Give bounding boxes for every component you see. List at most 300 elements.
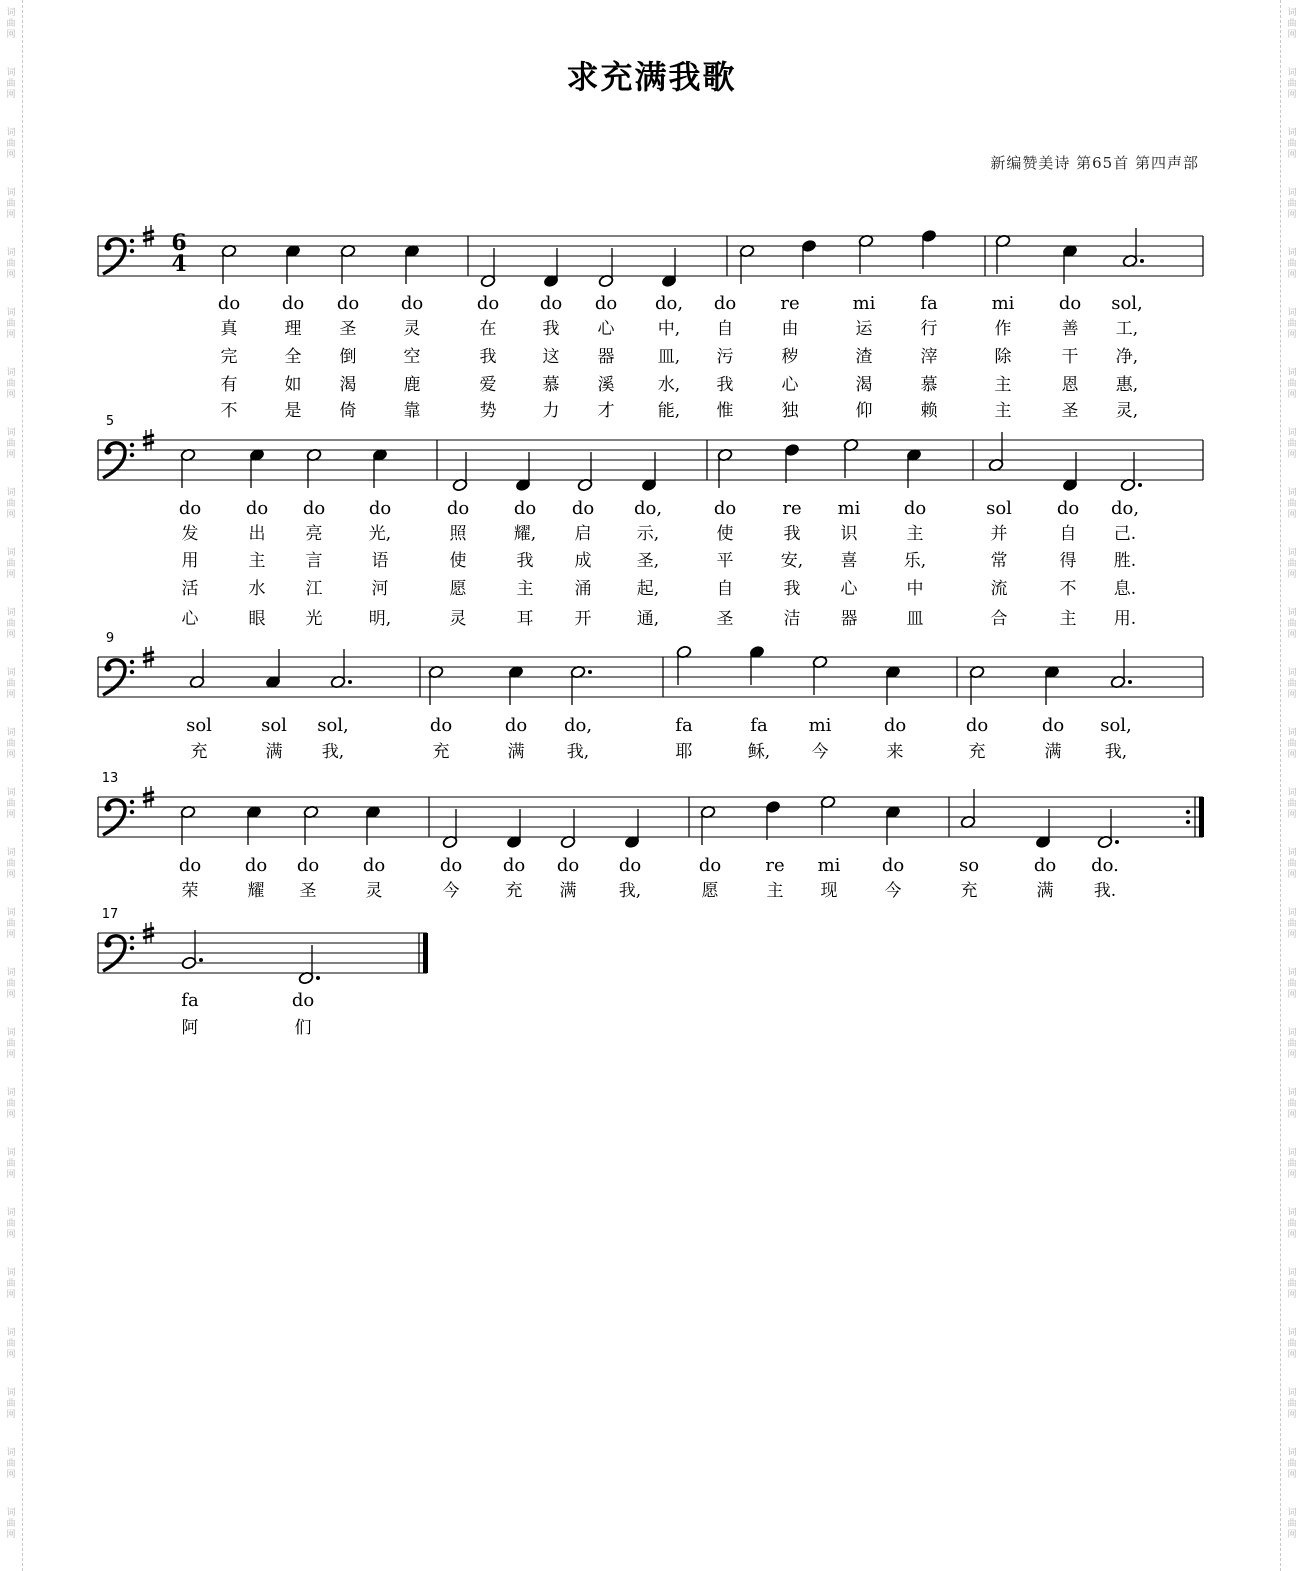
lyric-character: 得 <box>1059 551 1077 571</box>
solfege-syllable: sol, <box>1100 715 1132 736</box>
bass-clef-icon <box>130 946 134 950</box>
watermark-text: 词 曲 网 <box>1287 908 1297 940</box>
solfege-syllable: fa <box>675 715 693 736</box>
watermark-text: 词 曲 网 <box>1287 1268 1297 1300</box>
lyric-character: 倒 <box>339 347 357 367</box>
lyric-character: 在 <box>479 319 497 339</box>
lyric-character: 完 <box>220 347 238 367</box>
lyric-character: 我, <box>1104 742 1128 762</box>
hymnal-source: 新编赞美诗 第65首 第四声部 <box>990 154 1199 172</box>
lyric-character: 滓 <box>920 347 938 367</box>
lyric-character: 理 <box>284 319 302 339</box>
solfege-syllable: do <box>296 855 320 876</box>
lyric-character: 愿 <box>701 881 719 901</box>
watermark-text: 词 曲 网 <box>1287 608 1297 640</box>
lyric-character: 水 <box>248 579 266 599</box>
solfege-syllable: fa <box>750 715 768 736</box>
time-signature-top: 6 <box>171 230 187 256</box>
watermark-text: 词 曲 网 <box>6 8 16 40</box>
sharp-icon <box>143 442 154 445</box>
lyric-character: 惠, <box>1115 375 1139 395</box>
solfege-syllable: do <box>713 293 737 314</box>
lyric-character: 是 <box>284 401 302 421</box>
lyric-character: 秽 <box>781 347 799 367</box>
lyric-character: 照 <box>449 524 467 544</box>
sharp-icon <box>143 231 154 234</box>
lyric-character: 我 <box>783 524 801 544</box>
lyric-character: 主 <box>994 375 1012 395</box>
lyric-character: 涌 <box>574 579 592 599</box>
watermark-text: 词 曲 网 <box>1287 788 1297 820</box>
solfege-syllable: sol <box>186 715 212 736</box>
solfege-syllable: sol, <box>1111 293 1143 314</box>
solfege-syllable: do <box>1058 293 1082 314</box>
lyric-character: 污 <box>716 347 734 367</box>
watermark-text: 词 曲 网 <box>1287 668 1297 700</box>
lyric-character: 主 <box>248 551 266 571</box>
watermark-text: 词 曲 网 <box>6 728 16 760</box>
dot <box>348 680 352 684</box>
lyric-character: 恩 <box>1061 375 1079 395</box>
lyric-character: 充 <box>432 742 450 762</box>
bass-clef-icon <box>130 800 134 804</box>
watermark-text: 词 曲 网 <box>6 68 16 100</box>
bass-clef-icon <box>130 660 134 664</box>
lyric-character: 我, <box>618 881 642 901</box>
solfege-syllable: do <box>698 855 722 876</box>
lyric-character: 明, <box>368 609 392 629</box>
lyric-character: 用. <box>1113 609 1137 629</box>
lyric-character: 今 <box>811 742 829 762</box>
solfege-syllable: do <box>244 855 268 876</box>
lyric-character: 主 <box>516 579 534 599</box>
lyric-character: 圣 <box>1061 401 1079 421</box>
watermark-text: 词 曲 网 <box>1287 1448 1297 1480</box>
lyric-character: 自 <box>1059 524 1077 544</box>
lyric-character: 靠 <box>403 401 421 421</box>
lyric-character: 这 <box>542 347 560 367</box>
measure-number: 9 <box>105 631 115 646</box>
solfege-syllable: do <box>513 498 537 519</box>
lyric-character: 灵, <box>1115 401 1139 421</box>
watermark-text: 词 曲 网 <box>1287 1328 1297 1360</box>
solfege-syllable: sol <box>986 498 1012 519</box>
solfege-syllable: do <box>291 990 315 1011</box>
solfege-syllable: re <box>780 293 800 314</box>
lyric-character: 充 <box>505 881 523 901</box>
solfege-syllable: do <box>504 715 528 736</box>
watermark-text: 词 曲 网 <box>6 848 16 880</box>
lyric-character: 圣 <box>299 881 317 901</box>
lyric-character: 现 <box>820 881 838 901</box>
lyric-character: 识 <box>840 524 858 544</box>
lyric-character: 成 <box>574 551 592 571</box>
lyric-character: 鹿 <box>403 375 421 395</box>
dot <box>588 670 592 674</box>
solfege-syllable: do <box>618 855 642 876</box>
lyric-character: 中, <box>657 319 681 339</box>
lyric-character: 我. <box>1093 881 1117 901</box>
watermark-text: 词 曲 网 <box>6 968 16 1000</box>
lyric-character: 心 <box>597 319 615 339</box>
lyric-character: 心 <box>781 375 799 395</box>
lyric-character: 愿 <box>449 579 467 599</box>
dot <box>1140 259 1144 263</box>
solfege-syllable: mi <box>991 293 1015 314</box>
lyric-character: 平 <box>716 551 734 571</box>
dot <box>1138 483 1142 487</box>
lyric-character: 心 <box>181 609 199 629</box>
watermark-text: 词 曲 网 <box>6 188 16 220</box>
time-signature-bottom: 4 <box>171 251 187 277</box>
lyric-character: 才 <box>597 401 615 421</box>
watermark-text: 词 曲 网 <box>1287 68 1297 100</box>
solfege-syllable: mi <box>817 855 841 876</box>
lyric-character: 安, <box>780 551 804 571</box>
lyric-character: 我 <box>516 551 534 571</box>
watermark-text: 词 曲 网 <box>1287 1208 1297 1240</box>
solfege-syllable: do <box>1056 498 1080 519</box>
watermark-text: 词 曲 网 <box>6 788 16 820</box>
watermark-text: 词 曲 网 <box>1287 488 1297 520</box>
solfege-syllable: do, <box>563 715 593 736</box>
solfege-syllable: do <box>302 498 326 519</box>
lyric-character: 圣 <box>716 609 734 629</box>
lyric-character: 溪 <box>597 375 615 395</box>
bass-clef-icon <box>104 804 111 811</box>
lyric-character: 由 <box>781 319 799 339</box>
watermark-text: 词 曲 网 <box>1287 1088 1297 1120</box>
watermark-text: 词 曲 网 <box>6 1148 16 1180</box>
solfege-syllable: do <box>217 293 241 314</box>
lyric-character: 耳 <box>516 609 534 629</box>
lyric-character: 心 <box>840 579 858 599</box>
lyric-character: 河 <box>371 579 389 599</box>
lyric-character: 慕 <box>542 375 560 395</box>
solfege-syllable: do <box>539 293 563 314</box>
solfege-syllable: mi <box>808 715 832 736</box>
solfege-syllable: re <box>782 498 802 519</box>
solfege-syllable: do <box>594 293 618 314</box>
sharp-icon <box>143 792 154 795</box>
lyric-character: 言 <box>305 551 323 571</box>
solfege-syllable: do <box>476 293 500 314</box>
solfege-syllable: do <box>446 498 470 519</box>
lyric-character: 运 <box>855 319 873 339</box>
lyric-character: 圣 <box>339 319 357 339</box>
watermark-text: 词 曲 网 <box>1287 1028 1297 1060</box>
measure-number: 13 <box>101 771 119 786</box>
lyric-character: 不 <box>1059 579 1077 599</box>
bass-clef-icon <box>130 453 134 457</box>
watermark-text: 词 曲 网 <box>1287 128 1297 160</box>
solfege-syllable: fa <box>181 990 199 1011</box>
lyric-character: 耀 <box>247 881 265 901</box>
sharp-icon <box>143 652 154 655</box>
lyric-character: 亮 <box>305 524 323 544</box>
lyric-character: 主 <box>906 524 924 544</box>
lyric-character: 渴 <box>339 375 357 395</box>
lyric-character: 江 <box>305 579 323 599</box>
watermark-text: 词 曲 网 <box>6 488 16 520</box>
lyric-character: 全 <box>284 347 302 367</box>
lyric-character: 干 <box>1061 347 1079 367</box>
watermark-text: 词 曲 网 <box>1287 248 1297 280</box>
lyric-character: 渣 <box>855 347 873 367</box>
lyric-character: 我, <box>566 742 590 762</box>
bass-clef-icon <box>104 243 111 250</box>
lyric-character: 充 <box>960 881 978 901</box>
lyric-character: 独 <box>781 401 799 421</box>
solfege-syllable: do <box>400 293 424 314</box>
solfege-syllable: do <box>881 855 905 876</box>
lyric-character: 满 <box>265 742 283 762</box>
watermark-text: 词 曲 网 <box>6 1388 16 1420</box>
watermark-text: 词 曲 网 <box>1287 188 1297 220</box>
lyric-character: 净, <box>1115 347 1139 367</box>
lyric-character: 流 <box>990 579 1008 599</box>
lyric-character: 充 <box>190 742 208 762</box>
lyric-character: 常 <box>990 551 1008 571</box>
lyric-character: 器 <box>597 347 615 367</box>
lyric-character: 器 <box>840 609 858 629</box>
watermark-text: 词 曲 网 <box>1287 1148 1297 1180</box>
lyric-character: 用 <box>181 551 199 571</box>
watermark-text: 词 曲 网 <box>1287 1388 1297 1420</box>
solfege-syllable: do <box>178 498 202 519</box>
sharp-icon <box>143 659 154 662</box>
lyric-character: 力 <box>542 401 560 421</box>
lyric-character: 开 <box>574 609 592 629</box>
solfege-syllable: sol, <box>317 715 349 736</box>
watermark-text: 词 曲 网 <box>6 908 16 940</box>
lyric-character: 息. <box>1113 579 1137 599</box>
lyric-character: 自 <box>716 319 734 339</box>
lyric-character: 今 <box>442 881 460 901</box>
watermark-text: 词 曲 网 <box>1287 848 1297 880</box>
solfege-syllable: so <box>958 855 980 876</box>
solfege-syllable: do <box>1033 855 1057 876</box>
measure-number: 17 <box>101 907 119 922</box>
lyric-character: 我 <box>479 347 497 367</box>
solfege-syllable: do <box>556 855 580 876</box>
lyric-character: 作 <box>994 319 1012 339</box>
solfege-syllable: do <box>439 855 463 876</box>
lyric-character: 皿, <box>657 347 681 367</box>
sharp-icon <box>143 928 154 931</box>
bass-clef-icon <box>130 239 134 243</box>
lyric-character: 除 <box>994 347 1012 367</box>
solfege-syllable: do <box>965 715 989 736</box>
lyric-character: 通, <box>636 609 660 629</box>
watermark-text: 词 曲 网 <box>6 548 16 580</box>
lyric-character: 耶 <box>675 742 693 762</box>
lyric-character: 胜. <box>1113 551 1137 571</box>
lyric-character: 善 <box>1061 319 1079 339</box>
lyric-character: 真 <box>220 319 238 339</box>
lyric-character: 有 <box>220 375 238 395</box>
bass-clef-icon <box>104 940 111 947</box>
solfege-syllable: do <box>368 498 392 519</box>
solfege-syllable: do <box>362 855 386 876</box>
watermark-text: 词 曲 网 <box>1287 728 1297 760</box>
lyric-character: 如 <box>284 375 302 395</box>
lyric-character: 来 <box>886 742 904 762</box>
watermark-text: 词 曲 网 <box>6 248 16 280</box>
watermark-text: 词 曲 网 <box>6 668 16 700</box>
bass-clef-icon <box>130 249 134 253</box>
lyric-character: 并 <box>990 524 1008 544</box>
sharp-icon <box>143 435 154 438</box>
watermark-text: 词 曲 网 <box>6 608 16 640</box>
lyric-character: 自 <box>716 579 734 599</box>
final-barline <box>423 933 428 973</box>
lyric-character: 灵 <box>449 609 467 629</box>
lyric-character: 们 <box>294 1018 312 1038</box>
watermark-text: 词 曲 网 <box>6 1088 16 1120</box>
lyric-character: 今 <box>884 881 902 901</box>
measure-number: 5 <box>105 414 115 429</box>
lyric-character: 光, <box>368 524 392 544</box>
lyric-character: 势 <box>479 401 497 421</box>
bass-clef-icon <box>104 447 111 454</box>
lyric-character: 空 <box>403 347 421 367</box>
lyric-character: 满 <box>1036 881 1054 901</box>
solfege-syllable: do <box>281 293 305 314</box>
watermark-text: 词 曲 网 <box>1287 428 1297 460</box>
watermark-text: 词 曲 网 <box>6 1268 16 1300</box>
sharp-icon <box>143 238 154 241</box>
lyric-character: 圣, <box>636 551 660 571</box>
lyric-character: 荣 <box>181 881 199 901</box>
lyric-character: 能, <box>657 401 681 421</box>
lyric-character: 皿 <box>906 609 924 629</box>
lyric-character: 己. <box>1113 524 1137 544</box>
solfege-syllable: do <box>883 715 907 736</box>
lyric-character: 活 <box>181 579 199 599</box>
watermark-text: 词 曲 网 <box>6 428 16 460</box>
dot <box>1115 840 1119 844</box>
lyric-character: 合 <box>990 609 1008 629</box>
solfege-syllable: do <box>713 498 737 519</box>
watermark-text: 词 曲 网 <box>1287 308 1297 340</box>
lyric-character: 洁 <box>783 609 801 629</box>
lyric-character: 主 <box>1059 609 1077 629</box>
solfege-syllable: do <box>502 855 526 876</box>
lyric-character: 充 <box>968 742 986 762</box>
lyric-character: 出 <box>248 524 266 544</box>
lyric-character: 喜 <box>840 551 858 571</box>
lyric-character: 主 <box>766 881 784 901</box>
solfege-syllable: re <box>765 855 785 876</box>
lyric-character: 耀, <box>513 524 537 544</box>
bass-clef-icon <box>130 810 134 814</box>
watermark-text: 词 曲 网 <box>6 308 16 340</box>
lyric-character: 稣, <box>747 742 771 762</box>
lyric-character: 使 <box>716 524 734 544</box>
lyric-character: 灵 <box>365 881 383 901</box>
lyric-character: 乐, <box>903 551 927 571</box>
solfege-syllable: do, <box>633 498 663 519</box>
lyric-character: 我 <box>716 375 734 395</box>
lyric-character: 赖 <box>920 401 938 421</box>
bass-clef-icon <box>104 664 111 671</box>
repeat-dot <box>1186 810 1190 814</box>
lyric-character: 工, <box>1115 319 1139 339</box>
lyric-character: 眼 <box>248 609 266 629</box>
solfege-syllable: sol <box>261 715 287 736</box>
watermark-text: 词 曲 网 <box>1287 548 1297 580</box>
solfege-syllable: do <box>336 293 360 314</box>
sharp-icon <box>143 799 154 802</box>
song-title: 求充满我歌 <box>566 58 737 96</box>
lyric-character: 仰 <box>855 401 873 421</box>
lyric-character: 惟 <box>716 401 734 421</box>
lyric-character: 使 <box>449 551 467 571</box>
lyric-character: 光 <box>305 609 323 629</box>
watermark-text: 词 曲 网 <box>1287 1508 1297 1540</box>
watermark-text: 词 曲 网 <box>1287 8 1297 40</box>
lyric-character: 主 <box>994 401 1012 421</box>
watermark-text: 词 曲 网 <box>6 128 16 160</box>
lyric-character: 起, <box>636 579 660 599</box>
lyric-character: 中 <box>906 579 924 599</box>
solfege-syllable: do <box>903 498 927 519</box>
dot <box>316 976 320 980</box>
lyric-character: 倚 <box>339 401 357 421</box>
bass-clef-icon <box>130 670 134 674</box>
watermark-text: 词 曲 网 <box>6 1448 16 1480</box>
watermark-text: 词 曲 网 <box>1287 368 1297 400</box>
lyric-character: 灵 <box>403 319 421 339</box>
repeat-barline <box>1199 797 1204 837</box>
lyric-character: 行 <box>920 319 938 339</box>
watermark-text: 词 曲 网 <box>6 1028 16 1060</box>
solfege-syllable: do <box>571 498 595 519</box>
solfege-syllable: do. <box>1091 855 1119 876</box>
lyric-character: 满 <box>507 742 525 762</box>
solfege-syllable: do, <box>1110 498 1140 519</box>
repeat-dot <box>1186 820 1190 824</box>
solfege-syllable: do <box>1041 715 1065 736</box>
watermark-text: 词 曲 网 <box>6 1508 16 1540</box>
solfege-syllable: do <box>245 498 269 519</box>
lyric-character: 我 <box>783 579 801 599</box>
lyric-character: 语 <box>371 551 389 571</box>
lyric-character: 渴 <box>855 375 873 395</box>
watermark-text: 词 曲 网 <box>6 1208 16 1240</box>
lyric-character: 爱 <box>479 375 497 395</box>
lyric-character: 发 <box>181 524 199 544</box>
lyric-character: 我, <box>321 742 345 762</box>
solfege-syllable: do <box>178 855 202 876</box>
lyric-character: 满 <box>559 881 577 901</box>
lyric-character: 我 <box>542 319 560 339</box>
lyric-character: 满 <box>1044 742 1062 762</box>
lyric-character: 启 <box>574 524 592 544</box>
bass-clef-icon <box>130 936 134 940</box>
lyric-character: 水, <box>657 375 681 395</box>
lyric-character: 慕 <box>920 375 938 395</box>
lyric-character: 阿 <box>181 1018 199 1038</box>
watermark-text: 词 曲 网 <box>1287 968 1297 1000</box>
watermark-text: 词 曲 网 <box>6 368 16 400</box>
watermark-text: 词 曲 网 <box>6 1328 16 1360</box>
lyric-character: 不 <box>220 401 238 421</box>
solfege-syllable: fa <box>920 293 938 314</box>
dot <box>199 958 203 962</box>
solfege-syllable: mi <box>837 498 861 519</box>
